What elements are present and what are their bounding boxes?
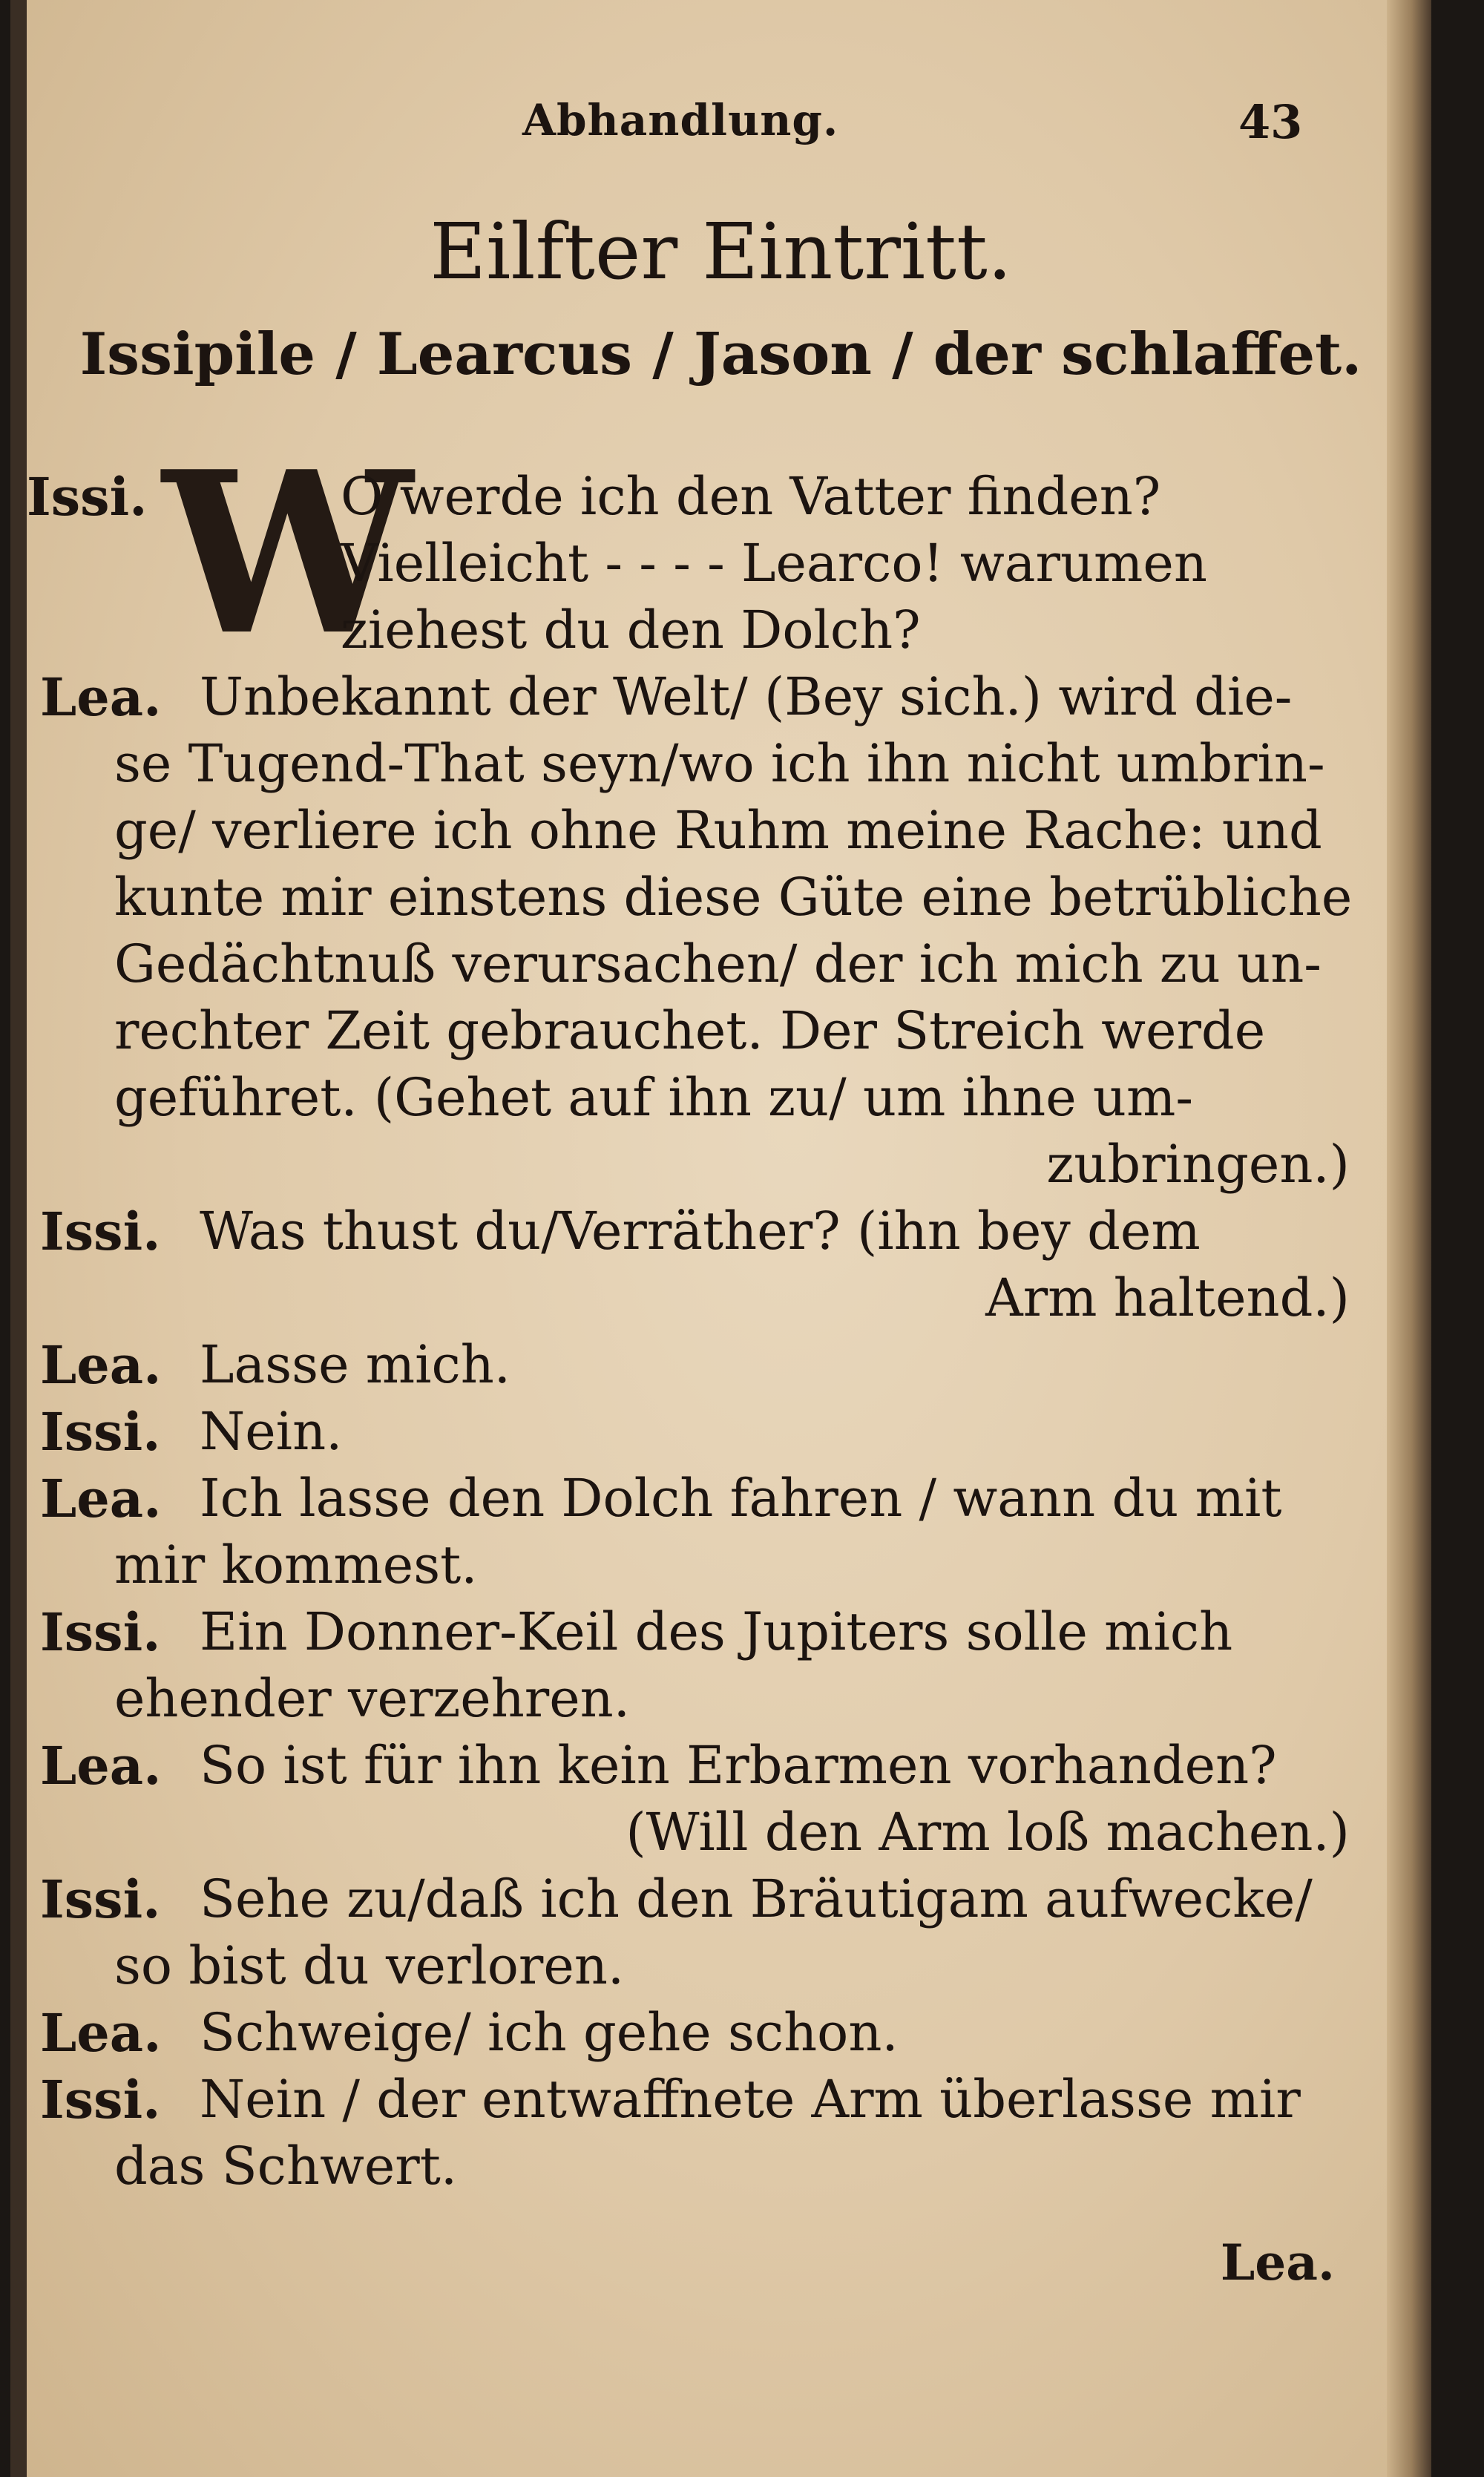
speaker-label: Issi.: [40, 1201, 161, 1262]
speaker-label: Lea.: [40, 2002, 162, 2064]
speaker-label: Lea.: [40, 1735, 162, 1797]
speaker-label: Issi.: [40, 1601, 161, 1663]
dialogue-line: rechter Zeit gebrauchet. Der Streich werde: [114, 1000, 1266, 1061]
dialogue-line: Ein Donner‑Keil des Jupiters solle mich: [200, 1601, 1233, 1662]
stage-direction: Arm haltend.): [985, 1267, 1350, 1328]
book-page: [10, 0, 1431, 2477]
speaker-label: Lea.: [40, 1468, 162, 1529]
dialogue-line: so bist du verloren.: [114, 1935, 625, 1996]
dialogue-line: Sehe zu/daß ich den Bräutigam aufwecke/: [200, 1869, 1313, 1929]
dialogue-line: Nein.: [200, 1401, 343, 1462]
page-number: 43: [1238, 95, 1303, 149]
dialogue-line: ziehest du den Dolch?: [341, 600, 921, 660]
dialogue-line: ge/ verliere ich ohne Ruhm meine Rache: und: [114, 800, 1322, 861]
speaker-label: Issi.: [40, 1401, 161, 1463]
scene-heading: Eilfter Eintritt.: [430, 206, 1012, 297]
speaker-label: Lea.: [40, 1334, 162, 1396]
speaker-label: Issi.: [40, 1869, 161, 1930]
speaker-label: Issi.: [27, 466, 148, 528]
dialogue-line: Nein / der entwaffnete Arm überlasse mir: [200, 2069, 1301, 2130]
characters-line: Issipile / Learcus / Jason / der schlaffet.: [79, 321, 1362, 388]
dialogue-line: geführet. (Gehet auf ihn zu/ um ihne um‑: [114, 1067, 1194, 1128]
speaker-label: Issi.: [40, 2069, 161, 2130]
dialogue-line: Unbekannt der Welt/ (Bey sich.) wird die‑: [200, 666, 1293, 727]
dialogue-line: Vielleicht ‑ ‑ ‑ ‑ Learco! warumen: [341, 533, 1207, 594]
speaker-label: Lea.: [40, 666, 162, 728]
dialogue-line: O werde ich den Vatter finden?: [341, 466, 1161, 527]
dialogue-line: Was thust du/Verräther? (ihn bey dem: [200, 1201, 1201, 1262]
dialogue-line: So ist für ihn kein Erbarmen vorhanden?: [200, 1735, 1277, 1796]
dialogue-line: das Schwert.: [114, 2136, 458, 2197]
dialogue-line: Schweige/ ich gehe schon.: [200, 2002, 899, 2063]
dialogue-line: Lasse mich.: [200, 1334, 511, 1395]
dialogue-line: Gedächtnuß verursachen/ der ich mich zu un‑: [114, 934, 1322, 994]
catchword: Lea.: [1220, 2234, 1335, 2291]
stage-direction: (Will den Arm loß machen.): [626, 1802, 1350, 1863]
dialogue-line: se Tugend‑That seyn/wo ich ihn nicht umbrin‑: [114, 733, 1325, 794]
stage-direction: zubringen.): [1046, 1134, 1350, 1195]
dialogue-line: mir kommest.: [114, 1535, 478, 1595]
dialogue-line: ehender verzehren.: [114, 1668, 631, 1729]
running-header: Abhandlung.: [522, 95, 839, 145]
dialogue-line: Ich lasse den Dolch fahren / wann du mit: [200, 1468, 1282, 1529]
dialogue-line: kunte mir einstens diese Güte eine betrübliche: [114, 867, 1353, 928]
drop-cap: W: [162, 422, 413, 684]
